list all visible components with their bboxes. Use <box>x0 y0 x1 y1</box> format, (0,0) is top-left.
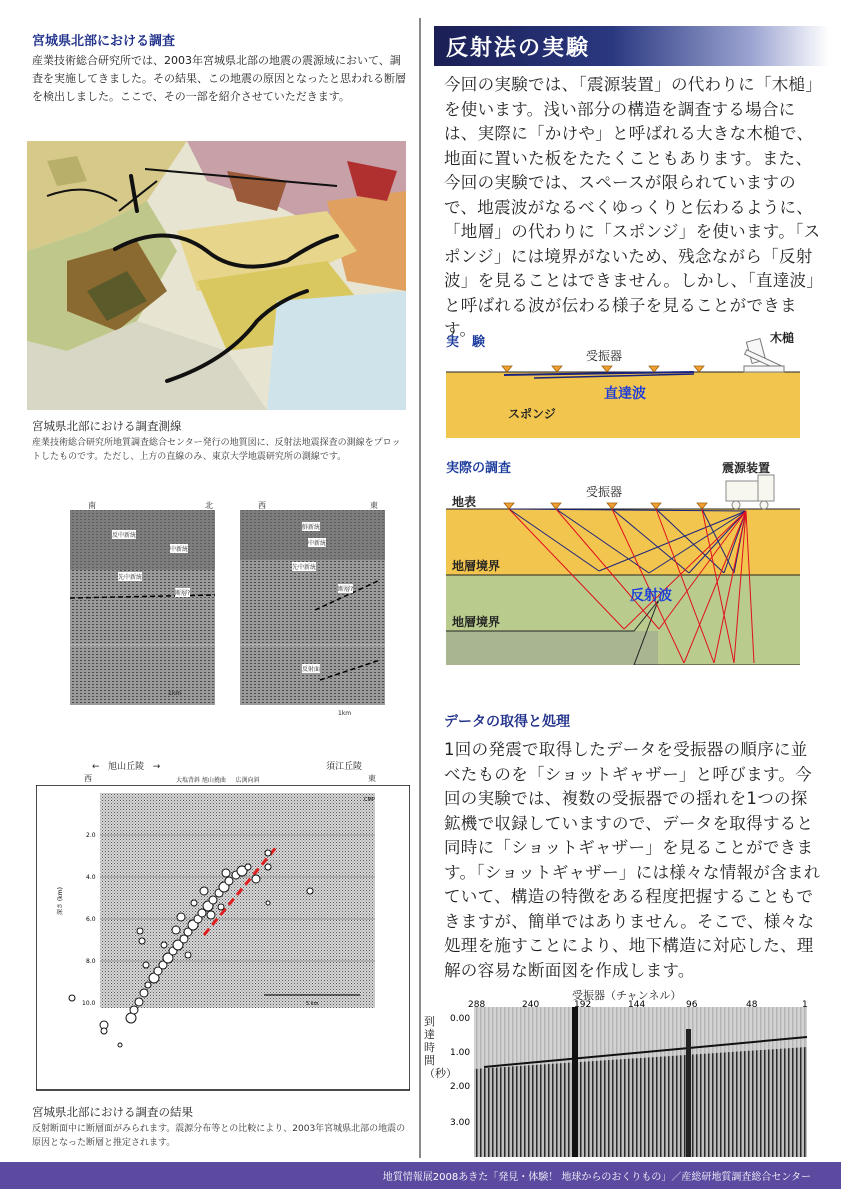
gather-y-tick-0: 0.00 <box>450 1014 471 1024</box>
shot-gather <box>424 985 824 1157</box>
tick-depth-8: 8.0 <box>86 958 96 965</box>
section1-scale: 1km <box>168 690 182 697</box>
experiment-diagram <box>444 325 804 440</box>
section3-east: 東 <box>368 774 376 783</box>
survey-title: 宮城県北部における調査 <box>32 34 176 49</box>
section1-label-a: 反中新統 <box>112 532 137 539</box>
gather-y-tick-2: 2.00 <box>450 1082 471 1092</box>
section2-scale: 1km <box>338 710 352 717</box>
seismic-section-3 <box>36 755 410 1095</box>
gather-y-tick-3: 3.00 <box>450 1118 471 1128</box>
section3-hill-right: 須江丘陵 <box>326 762 363 772</box>
field-geophone-label: 受振器 <box>586 485 623 499</box>
boundary2-label: 地層境界 <box>452 615 501 629</box>
data-text: 1回の発震で取得したデータを受振器の順序に並べたものを「ショットギャザー」と呼びます。今回の実験では、複数の受振器での揺れを1つの探鉱機で収録していますので、データを取得すると同時に「ショットギャザー」を見ることができます。「ショットギャザー」には様々な情報が含まれていて、構造の特徴をある程度把握することもできますが、簡単ではありません。そこで、様々な処理を施すことにより、地下構造に対応した、理解の容易な断面図を作成します。 <box>444 740 821 980</box>
experiment-title: 実 験 <box>446 335 486 350</box>
banner <box>434 26 829 66</box>
gather-y-tick-1: 1.00 <box>450 1048 471 1058</box>
footer-bar <box>0 1162 841 1189</box>
section1-north: 北 <box>205 501 213 510</box>
gather-x-tick-96: 96 <box>686 1000 698 1010</box>
sponge-label: スポンジ <box>508 407 556 421</box>
field-survey-diagram <box>444 453 804 665</box>
section2-label-c: 先中新統 <box>292 564 317 571</box>
section3-scale: 5 km <box>306 1001 319 1007</box>
gather-x-title: 受振器（チャンネル） <box>572 989 682 1002</box>
boundary1-label: 地層境界 <box>452 559 501 573</box>
survey-text: 産業技術総合研究所では、2003年宮城県北部の地震の震源域において、調査を実施してきました。その結果、この地震の原因となったと思われる断層を検出しました。ここで、その一部を紹介させていただきます。 <box>32 54 406 103</box>
hammer-label: 木槌 <box>770 331 795 345</box>
source-label: 震源装置 <box>722 461 771 475</box>
section3-sub-labels: 大塩背斜 旭山撓曲 広渕向斜 <box>176 777 260 784</box>
section3-west: 西 <box>84 774 92 783</box>
data-title: データの取得と処理 <box>444 714 570 730</box>
section1-south: 南 <box>88 501 96 510</box>
tick-depth-10: 10.0 <box>82 1000 96 1007</box>
gather-y-title: 到達時間（秒） <box>424 1015 457 1080</box>
footer-text: 地質情報展2008あきた「発見・体験！ 地球からのおくりもの」／産総研地質調査総合センター <box>382 1172 811 1183</box>
tick-depth-2: 2.0 <box>86 832 96 839</box>
section1-label-c: 先中新統 <box>118 574 143 581</box>
result-caption-text: 反射断面中に断層面がみられます。震源分布等との比較により、2003年宮城県北部の地震の原因となった断層と推定されます。 <box>32 1124 406 1148</box>
section2-label-b: 中新統 <box>308 540 327 547</box>
surface-label: 地表 <box>452 495 477 509</box>
column-divider <box>419 18 421 1158</box>
cmp-label: CMP <box>364 797 375 803</box>
gather-x-tick-288: 288 <box>468 1000 486 1010</box>
section3-hill-left: ← 旭山丘陵 → <box>92 762 161 772</box>
gather-x-tick-48: 48 <box>746 1000 758 1010</box>
seismic-section-1 <box>60 500 220 720</box>
section2-label-d: 断層? <box>338 586 354 593</box>
section2-east: 東 <box>370 501 378 510</box>
geophone-label: 受振器 <box>586 349 623 363</box>
depth-axis-label: 深さ (km) <box>57 887 64 915</box>
section2-west: 西 <box>258 501 266 510</box>
geological-map <box>27 141 406 410</box>
section1-label-d: 断層? <box>175 590 191 597</box>
tick-depth-6: 6.0 <box>86 916 96 923</box>
intro-text: 今回の実験では、「震源装置」の代わりに「木槌」を使います。浅い部分の構造を調査する場合には、実際に「かけや」と呼ばれる大きな木槌で、地面に置いた板をたたくこともあります。また、今回の実験では、スペースが限られていますので、地震波がなるべくゆっくりと伝わるように、「地層」の代わりに「スポンジ」を使います。「スポンジ」には境界がないため、残念ながら「反射波」を見ることはできません。しかし、「直達波」と呼ばれる波が伝わる様子を見ることができます。 <box>444 75 824 339</box>
map-caption-text: 産業技術総合研究所地質調査総合センター発行の地質図に、反射法地震探査の測線をプロットしたものです。ただし、上方の直線のみ、東京大学地震研究所の測線です。 <box>32 438 401 462</box>
tick-depth-4: 4.0 <box>86 874 96 881</box>
section1-label-b: 中新統 <box>170 546 189 553</box>
gather-x-tick-144: 144 <box>628 1000 646 1010</box>
seismic-section-2 <box>230 500 390 720</box>
field-title: 実際の調査 <box>446 461 512 476</box>
gather-x-tick-192: 192 <box>574 1000 592 1010</box>
section2-label-e: 反射面 <box>302 666 321 673</box>
section2-label-a: 鮮新統 <box>302 524 321 531</box>
map-caption-title: 宮城県北部における調査測線 <box>32 419 182 433</box>
banner-title: 反射法の実験 <box>446 36 591 61</box>
direct-wave-label: 直達波 <box>604 386 646 402</box>
gather-x-tick-240: 240 <box>522 1000 540 1010</box>
reflected-wave-label: 反射波 <box>630 588 672 604</box>
result-caption-title: 宮城県北部における調査の結果 <box>32 1105 193 1119</box>
gather-x-tick-1: 1 <box>802 1000 808 1010</box>
